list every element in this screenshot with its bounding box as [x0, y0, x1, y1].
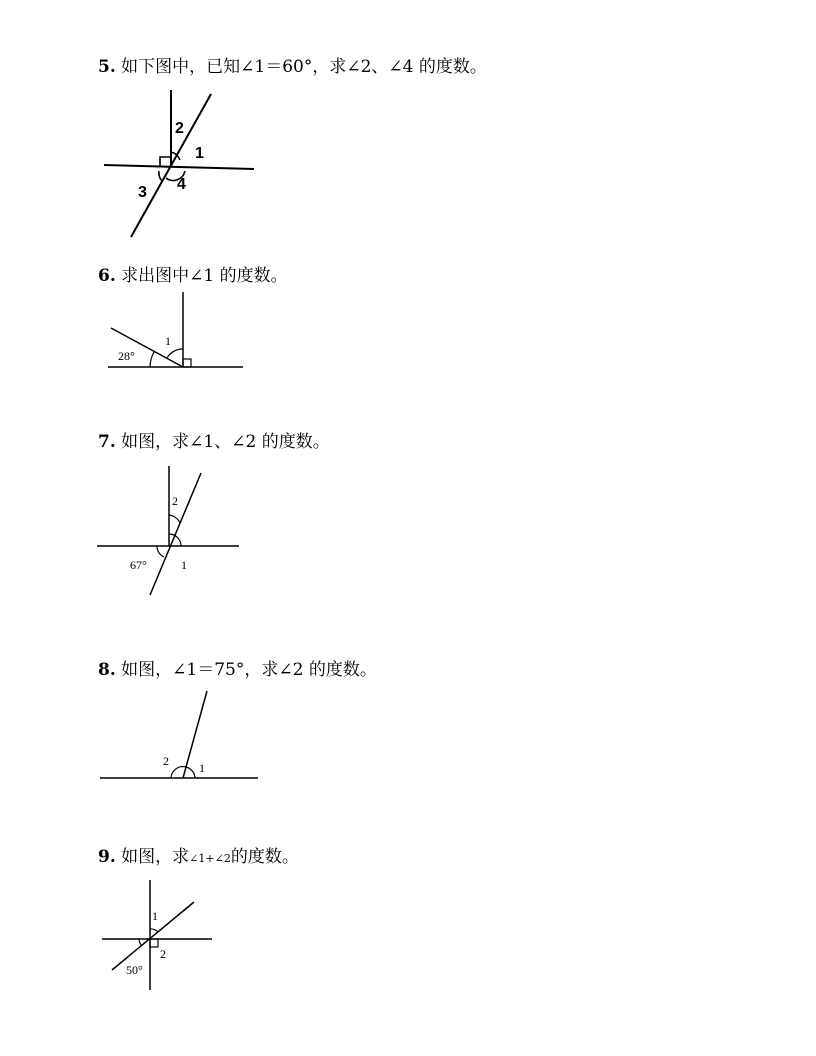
angle-label: 28°	[118, 349, 135, 363]
angle-arc-1	[150, 929, 158, 932]
question-5: 5. 如下图中，已知∠1＝60°，求∠2、∠4 的度数。	[98, 57, 487, 77]
question-text: 求出图中∠1 的度数。	[121, 266, 288, 286]
question-7: 7. 如图，求∠1、∠2 的度数。	[98, 432, 330, 452]
question-text: 如下图中，已知∠1＝60°，求∠2、∠4 的度数。	[121, 57, 487, 77]
angle-label: 2	[163, 754, 169, 768]
question-text-small: ∠1+∠2	[189, 852, 231, 865]
angle-label: 1	[152, 909, 158, 923]
question-number: 6	[98, 266, 110, 286]
question-6: 6. 求出图中∠1 的度数。	[98, 266, 288, 286]
question-number: 7	[98, 432, 110, 452]
question-text: 的度数。	[230, 847, 299, 867]
question-8: 8. 如图，∠1＝75°，求∠2 的度数。	[98, 660, 377, 680]
question-number: 5	[98, 57, 110, 77]
angle-label: 1	[165, 334, 171, 348]
angle-label: 2	[172, 494, 178, 508]
angle-label: 3	[138, 184, 147, 201]
angle-label: 1	[199, 761, 205, 775]
angle-arc-50	[139, 939, 142, 946]
angle-label: 1	[181, 558, 187, 572]
question-text: 如图，求	[121, 847, 190, 867]
question-text: 如图，∠1＝75°，求∠2 的度数。	[121, 660, 377, 680]
question-number: 9	[98, 847, 110, 867]
question-number: 8	[98, 660, 110, 680]
angle-label: 67°	[130, 558, 147, 572]
angle-label: 2	[175, 120, 184, 137]
question-text: 如图，求∠1、∠2 的度数。	[121, 432, 330, 452]
angle-label: 1	[195, 145, 204, 162]
angle-label: 50°	[126, 963, 143, 977]
right-angle-mark	[150, 939, 158, 947]
question-9: 9. 如图，求∠1+∠2的度数。	[98, 847, 299, 867]
angle-label: 2	[160, 947, 166, 961]
angle-label: 4	[177, 176, 186, 193]
